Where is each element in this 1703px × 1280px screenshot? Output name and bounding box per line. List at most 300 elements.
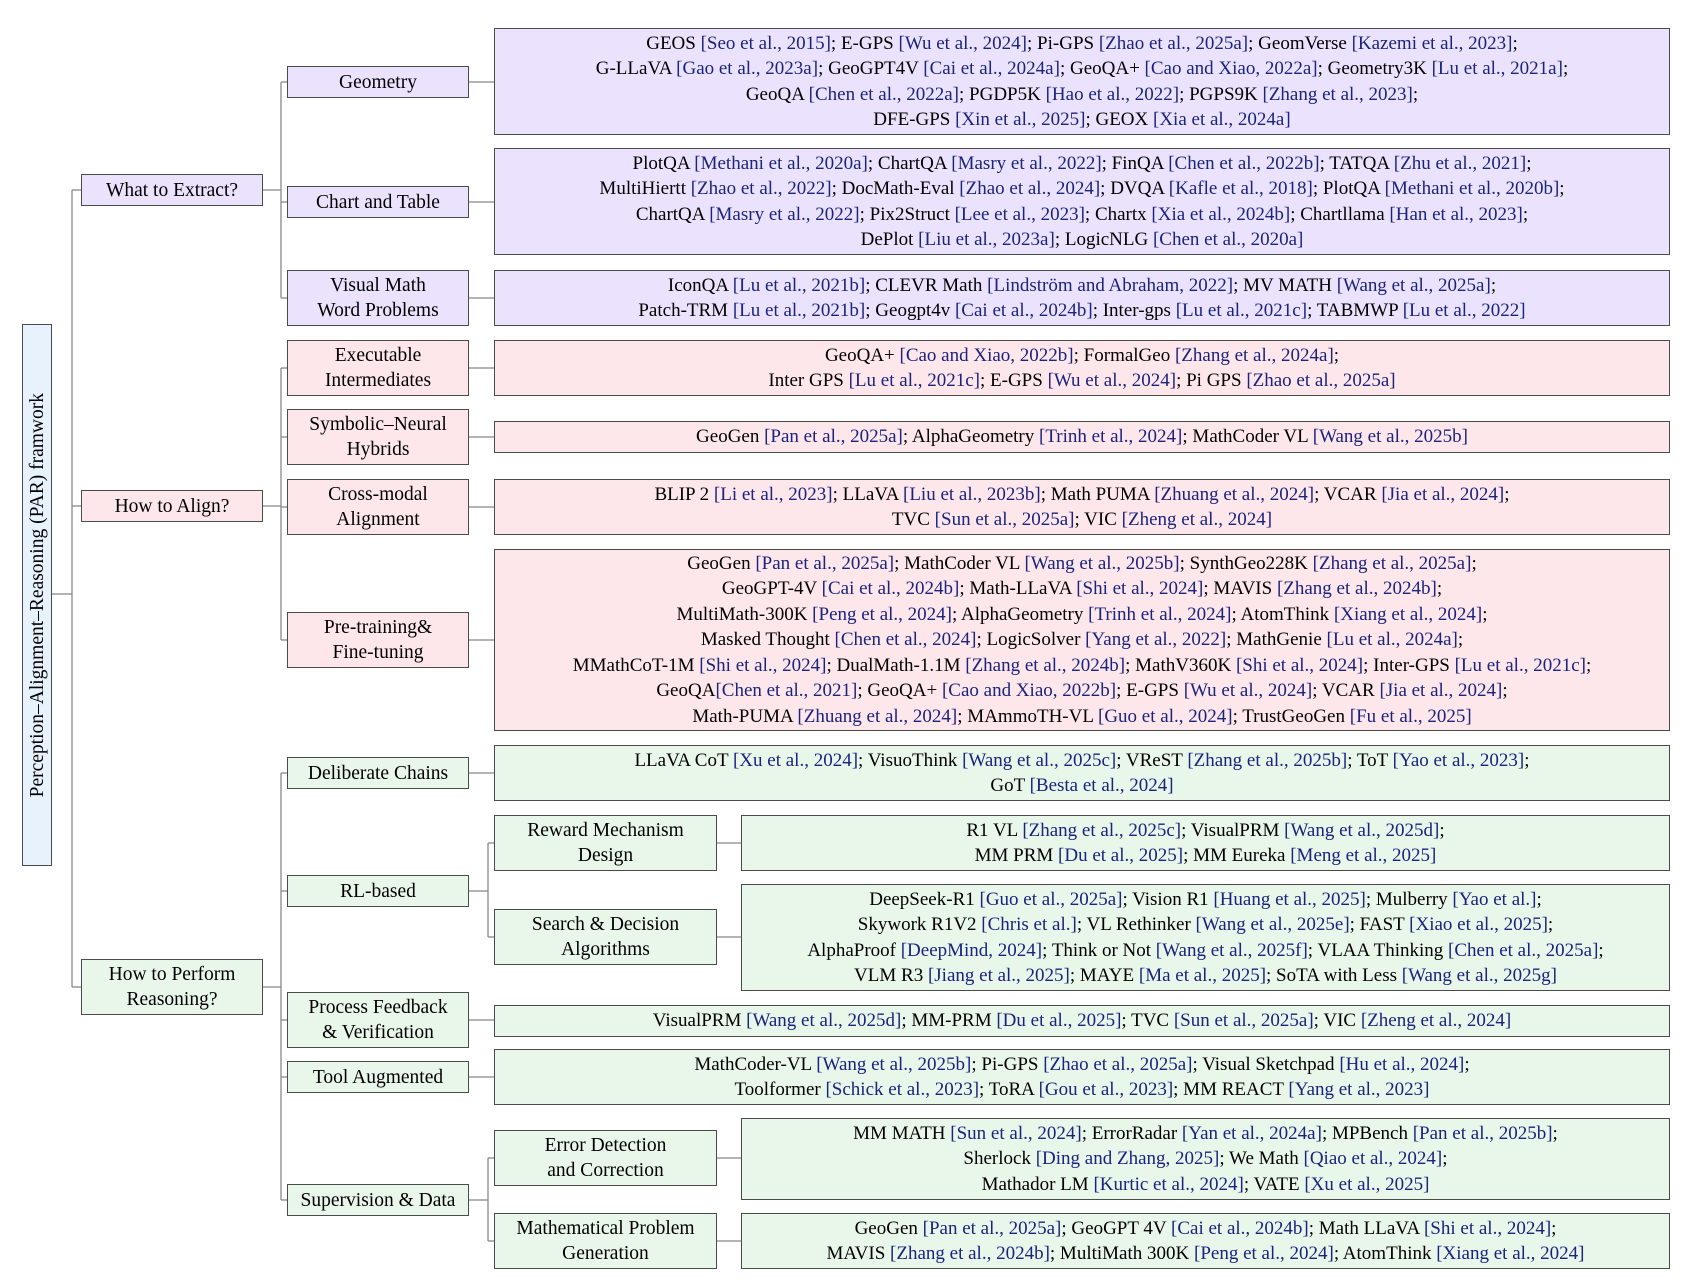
work-name: Mathador LM (981, 1173, 1094, 1195)
citation: [Lu et al., 2021c] (1454, 654, 1586, 676)
reference-line (596, 31, 1568, 56)
citation: [Zhang et al., 2023] (1262, 83, 1413, 105)
work-name: ; VisualPRM (1181, 819, 1285, 841)
work-name: ChartQA (635, 203, 710, 225)
citation: [Wang et al., 2025b] (1024, 553, 1180, 575)
node-mathematical-problem-generation: Mathematical Problem Generation (494, 1213, 717, 1269)
node-symbolic-neural-hybrids: Symbolic–Neural Hybrids (287, 409, 469, 465)
work-name: ; Visual Sketchpad (1192, 1053, 1340, 1075)
work-name: ; (1412, 83, 1419, 105)
work-name: R1 VL (966, 819, 1023, 841)
reference-line (807, 912, 1603, 937)
work-name: ; DVQA (1100, 178, 1169, 200)
reference-list (966, 818, 1444, 869)
work-name: ; (1551, 1217, 1557, 1239)
citation: [Chen et al., 2022b] (1168, 152, 1320, 174)
citation: [Wang et al., 2025b] (816, 1053, 972, 1075)
work-name: ; (1464, 1053, 1470, 1075)
leaf-geometry-refs (494, 28, 1670, 135)
reference-line (573, 602, 1592, 627)
citation: [Lindström and Abraham, 2022] (987, 274, 1234, 296)
work-name: ; FormalGeo (1073, 344, 1175, 366)
citation: [Xiang et al., 2024] (1436, 1243, 1585, 1264)
node-process-feedback: Process Feedback & Verification (287, 992, 469, 1048)
leaf-symneural-refs (494, 421, 1670, 453)
citation: [Ding and Zhang, 2025] (1035, 1148, 1220, 1170)
work-name: ; MAVIS (1203, 578, 1277, 600)
reference-line (768, 368, 1395, 393)
work-name: ; Math PUMA (1040, 483, 1155, 505)
leaf-search-refs (741, 884, 1670, 991)
work-name: ; E-GPS (979, 370, 1048, 391)
citation: [Zhao et al., 2025a] (1246, 370, 1396, 391)
work-name: Toolformer (734, 1079, 826, 1100)
reference-line (596, 107, 1568, 132)
work-name: DFE-GPS (873, 108, 956, 130)
reference-list (827, 1216, 1585, 1267)
citation: [Pan et al., 2025a] (764, 426, 903, 448)
work-name: ; VCAR (1314, 483, 1382, 505)
citation: [Hu et al., 2024] (1339, 1053, 1465, 1075)
work-name: ; LogicSolver (976, 629, 1086, 651)
work-name: ; (1512, 32, 1518, 54)
work-name: VisualPRM (652, 1010, 747, 1032)
citation: [Chen et al., 2021] (715, 680, 858, 702)
work-name: ; VLAA Thinking (1307, 939, 1449, 961)
citation: [Meng et al., 2025] (1290, 845, 1437, 866)
work-name: ; DualMath-1.1M (826, 654, 966, 676)
reference-line (599, 202, 1564, 227)
citation: [Chen et al., 2022a] (808, 83, 960, 105)
citation: [Zheng et al., 2024] (1360, 1010, 1512, 1032)
citation: [DeepMind, 2024] (900, 939, 1043, 961)
reference-line (853, 1172, 1558, 1197)
node-reward-mechanism-design: Reward Mechanism Design (494, 815, 717, 871)
work-name: ; (1524, 749, 1530, 771)
citation: [Cao and Xiao, 2022b] (941, 680, 1117, 702)
citation: [Qiao et al., 2024] (1303, 1148, 1443, 1170)
reference-line (638, 273, 1525, 298)
citation: [Wu et al., 2024] (898, 32, 1028, 54)
work-name: ; AlphaGeometry (952, 603, 1089, 625)
node-tool-augmented: Tool Augmented (287, 1061, 469, 1093)
work-name: ; Math LLaVA (1308, 1217, 1424, 1239)
work-name: ; Chartx (1084, 203, 1152, 225)
citation: [Gou et al., 2023] (1038, 1079, 1174, 1100)
work-name: ; (1522, 203, 1529, 225)
work-name: ; DocMath-Eval (831, 178, 960, 200)
reference-line (596, 82, 1568, 107)
work-name: ; (1502, 680, 1508, 702)
reference-list (573, 551, 1592, 729)
reference-list (807, 887, 1603, 989)
citation: [Pan et al., 2025a] (755, 553, 895, 575)
work-name: ; E-GPS (830, 32, 899, 54)
citation: [Pan et al., 2025b] (1412, 1122, 1553, 1144)
work-name: ; Pi GPS (1176, 370, 1247, 391)
citation: [Zhang et al., 2024a] (1174, 344, 1334, 366)
work-name: ; ChartQA (867, 152, 952, 174)
citation: [Peng et al., 2024] (1194, 1243, 1334, 1264)
citation: [Lee et al., 2023] (954, 203, 1085, 225)
leaf-tool-refs (494, 1049, 1670, 1105)
leaf-exec-refs (494, 340, 1670, 396)
work-name: MM MATH (853, 1122, 951, 1144)
reference-line (654, 507, 1509, 532)
work-name: ; MPBench (1321, 1122, 1413, 1144)
work-name: ; PGDP5K (959, 83, 1046, 105)
work-name: G-LLaVA (595, 58, 677, 80)
citation: [Du et al., 2025] (996, 1010, 1122, 1032)
work-name: ; Vision R1 (1122, 888, 1214, 910)
work-name: ; (1585, 654, 1592, 676)
work-name: ; GEOX (1085, 108, 1153, 130)
work-name: ; Inter-gps (1092, 300, 1176, 321)
work-name: ; (1547, 914, 1554, 936)
work-name: DePlot (860, 228, 919, 250)
citation: [Wu et al., 2024] (1047, 370, 1177, 391)
work-name: ; (1457, 629, 1464, 651)
node-cross-modal-alignment: Cross-modal Alignment (287, 479, 469, 535)
citation: [Liu et al., 2023a] (918, 228, 1055, 250)
citation: [Yang et al., 2022] (1085, 629, 1227, 651)
citation: [Ma et al., 2025] (1138, 964, 1267, 986)
work-name: MMathCoT-1M (572, 654, 700, 676)
citation: [Cao and Xiao, 2022b] (899, 344, 1074, 366)
citation: [Zhang et al., 2025c] (1022, 819, 1182, 841)
work-name: ; VATE (1243, 1173, 1305, 1195)
reference-line (573, 551, 1592, 576)
reference-list (599, 151, 1564, 253)
citation: [Hao et al., 2022] (1045, 83, 1180, 105)
citation: [Jia et al., 2024] (1379, 680, 1503, 702)
reference-list (768, 343, 1395, 394)
work-name: GeoQA (745, 83, 809, 105)
citation: [Kurtic et al., 2024] (1093, 1173, 1244, 1195)
work-name: GEOS (646, 32, 701, 54)
node-search-decision-algorithms: Search & Decision Algorithms (494, 909, 717, 965)
work-name: ; VIC (1074, 509, 1122, 530)
leaf-deliberate-refs (494, 745, 1670, 801)
work-name: AlphaProof (807, 939, 901, 961)
work-name: ; LLaVA (832, 483, 903, 505)
work-name: ; CLEVR Math (865, 274, 988, 296)
work-name: ; (1526, 152, 1532, 174)
work-name: Sherlock (963, 1148, 1036, 1170)
citation: [Trinh et al., 2024] (1088, 603, 1232, 625)
leaf-chart-table-refs (494, 148, 1670, 255)
citation: [Chen et al., 2020a] (1152, 228, 1304, 250)
work-name: Patch-TRM (638, 300, 733, 321)
citation: [Lu et al., 2021c] (1175, 300, 1308, 321)
work-name: ; ErrorRadar (1081, 1122, 1182, 1144)
reference-line (573, 627, 1592, 652)
citation: [Zhao et al., 2025a] (1098, 32, 1249, 54)
work-name: ; LogicNLG (1054, 228, 1153, 250)
citation: [Yao et al., 2023] (1392, 749, 1525, 771)
reference-line (807, 963, 1603, 988)
work-name: ; PGPS9K (1179, 83, 1263, 105)
work-name: GeoGPT-4V (721, 578, 822, 600)
work-name: ; PlotQA (1312, 178, 1385, 200)
work-name: ; VisuoThink (858, 749, 963, 771)
work-name: ; VIC (1313, 1010, 1361, 1032)
work-name: LLaVA CoT (634, 749, 733, 771)
work-name: ; AtomThink (1333, 1243, 1437, 1264)
citation: [Wang et al., 2025d] (746, 1010, 902, 1032)
work-name: ; We Math (1219, 1148, 1304, 1170)
reference-line (827, 1241, 1585, 1266)
citation: [Xiao et al., 2025] (1409, 914, 1548, 936)
citation: [Lu et al., 2021c] (848, 370, 980, 391)
reference-line (853, 1146, 1558, 1171)
work-name: Masked Thought (700, 629, 835, 651)
work-name: GeoGen (696, 426, 765, 448)
work-name: GoT (990, 775, 1030, 796)
work-name: ; Math-LLaVA (959, 578, 1077, 600)
citation: [Yao et al.] (1452, 888, 1537, 910)
reference-line (654, 482, 1509, 507)
reference-line (573, 653, 1592, 678)
work-name: Skywork R1V2 (857, 914, 982, 936)
reference-list (634, 748, 1529, 799)
work-name: GeoQA+ (824, 344, 900, 366)
reference-line (599, 176, 1564, 201)
work-name: GeoGen (687, 553, 756, 575)
citation: [Shi et al., 2024] (699, 654, 827, 676)
work-name: GeoGen (854, 1217, 923, 1239)
reference-line (853, 1121, 1558, 1146)
citation: [Besta et al., 2024] (1029, 775, 1174, 796)
citation: [Han et al., 2023] (1389, 203, 1523, 225)
citation: [Cai et al., 2024b] (1171, 1217, 1309, 1239)
citation: [Kafle et al., 2018] (1168, 178, 1313, 200)
citation: [Lu et al., 2021a] (1431, 58, 1563, 80)
citation: [Wang et al., 2025c] (962, 749, 1117, 771)
work-name: ; (1442, 1148, 1448, 1170)
citation: [Wang et al., 2025f] (1155, 939, 1308, 961)
reference-line (653, 1008, 1511, 1033)
citation: [Cai et al., 2024a] (923, 58, 1060, 80)
work-name: ; GeoGPT4V (818, 58, 924, 80)
citation: [Chen et al., 2024] (834, 629, 977, 651)
reference-line (634, 773, 1529, 798)
citation: [Zhao et al., 2025a] (1043, 1053, 1193, 1075)
reference-line (573, 576, 1592, 601)
work-name: ; (1333, 344, 1340, 366)
node-visual-math-word-problems: Visual Math Word Problems (287, 270, 469, 326)
node-geometry: Geometry (287, 66, 469, 98)
citation: [Zhao et al., 2022] (690, 178, 832, 200)
reference-list (638, 273, 1525, 324)
reference-list (694, 1052, 1469, 1103)
reference-line (768, 343, 1395, 368)
citation: [Wang et al., 2025d] (1284, 819, 1440, 841)
leaf-reward-refs (741, 815, 1670, 871)
work-name: ; MathCoder VL (1182, 426, 1313, 448)
citation: [Masry et al., 2022] (709, 203, 860, 225)
work-name: BLIP 2 (654, 483, 714, 505)
work-name: ; MAmmoTH-VL (957, 705, 1098, 727)
work-name: ; VL Rethinker (1076, 914, 1196, 936)
work-name: ; Pi-GPS (971, 1053, 1044, 1075)
work-name: ; (1439, 819, 1445, 841)
work-name: ; (1552, 1122, 1558, 1144)
citation: [Wang et al., 2025a] (1336, 274, 1491, 296)
work-name: ; MAYE (1069, 964, 1139, 986)
root-node (22, 324, 52, 866)
citation: [Cai et al., 2024b] (821, 578, 960, 600)
work-name: ; Pi-GPS (1027, 32, 1099, 54)
work-name: ; Geogpt4v (865, 300, 955, 321)
citation: [Zhang et al., 2025b] (1187, 749, 1348, 771)
citation: [Wang et al., 2025e] (1195, 914, 1350, 936)
work-name: PlotQA (632, 152, 695, 174)
work-name: ; Inter-GPS (1363, 654, 1455, 676)
reference-line (807, 938, 1603, 963)
citation: [Guo et al., 2024] (1098, 705, 1233, 727)
work-name: ; E-GPS (1116, 680, 1184, 702)
citation: [Wang et al., 2025g] (1401, 964, 1557, 986)
work-name: ; MM-PRM (901, 1010, 997, 1032)
reference-line (966, 843, 1444, 868)
citation: [Xin et al., 2025] (955, 108, 1086, 130)
citation: [Lu et al., 2024a] (1326, 629, 1458, 651)
citation: [Methani et al., 2020a] (694, 152, 868, 174)
citation: [Lu et al., 2022] (1402, 300, 1526, 321)
work-name: ; (1482, 603, 1488, 625)
citation: [Sun et al., 2025a] (934, 509, 1075, 530)
citation: [Zheng et al., 2024] (1121, 509, 1273, 530)
citation: [Fu et al., 2025] (1349, 705, 1472, 727)
work-name: DeepSeek-R1 (869, 888, 980, 910)
work-name: VLM R3 (854, 964, 928, 986)
reference-line (827, 1216, 1585, 1241)
citation: [Zhuang et al., 2024] (1154, 483, 1315, 505)
citation: [Zhang et al., 2024b] (1276, 578, 1437, 600)
citation: [Lu et al., 2021b] (732, 274, 866, 296)
node-supervision-and-data: Supervision & Data (287, 1184, 469, 1216)
leaf-mathgen-refs (741, 1213, 1670, 1269)
citation: [Xia et al., 2024b] (1151, 203, 1291, 225)
node-error-detection-correction: Error Detection and Correction (494, 1130, 717, 1186)
citation: [Yan et al., 2024a] (1181, 1122, 1322, 1144)
leaf-procfeed-refs (494, 1005, 1670, 1037)
citation: [Kazemi et al., 2023] (1351, 32, 1513, 54)
citation: [Shi et al., 2024] (1235, 654, 1364, 676)
citation: [Du et al., 2025] (1058, 845, 1184, 866)
node-rl-based: RL-based (287, 875, 469, 907)
work-name: ; (1536, 888, 1542, 910)
work-name: MathCoder-VL (694, 1053, 817, 1075)
reference-list (696, 424, 1468, 449)
root-label: Perception–Alignment–Reasoning (PAR) framwork (26, 392, 48, 798)
citation: [Sun et al., 2025a] (1173, 1010, 1314, 1032)
citation: [Liu et al., 2023b] (903, 483, 1041, 505)
citation: [Lu et al., 2021b] (732, 300, 866, 321)
citation: [Zhang et al., 2024b] (890, 1243, 1050, 1264)
reference-line (599, 227, 1564, 252)
leaf-pretrain-refs (494, 549, 1670, 731)
work-name: ; MathCoder VL (894, 553, 1025, 575)
reference-line (694, 1052, 1469, 1077)
citation: [Pan et al., 2025a] (922, 1217, 1062, 1239)
work-name: ; (1504, 483, 1510, 505)
work-name: ; VReST (1116, 749, 1188, 771)
work-name: ; TVC (1121, 1010, 1174, 1032)
work-name: ; TABMWP (1307, 300, 1403, 321)
citation: [Zhang et al., 2025a] (1312, 553, 1472, 575)
work-name: ; TATQA (1319, 152, 1394, 174)
citation: [Shi et al., 2024] (1076, 578, 1204, 600)
work-name: ; (1562, 58, 1569, 80)
citation: [Zhang et al., 2024b] (965, 654, 1126, 676)
reference-list (596, 31, 1568, 133)
citation: [Cao and Xiao, 2022a] (1144, 58, 1318, 80)
reference-line (573, 678, 1592, 703)
work-name: ; FinQA (1101, 152, 1169, 174)
reference-list (853, 1121, 1558, 1197)
reference-line (638, 298, 1525, 323)
work-name: ; Think or Not (1042, 939, 1156, 961)
citation: [Gao et al., 2023a] (676, 58, 819, 80)
work-name: ; Mulberry (1365, 888, 1453, 910)
work-name: ; MathGenie (1226, 629, 1327, 651)
work-name: ; VCAR (1312, 680, 1380, 702)
work-name: MultiHiertt (599, 178, 691, 200)
category-how-to-align: How to Align? (81, 490, 263, 522)
category-what-to-extract: What to Extract? (81, 174, 263, 206)
work-name: MM PRM (974, 845, 1059, 866)
citation: [Chen et al., 2025a] (1448, 939, 1599, 961)
leaf-errdet-refs (741, 1118, 1670, 1200)
citation: [Jiang et al., 2025] (927, 964, 1070, 986)
reference-line (634, 748, 1529, 773)
work-name: ; AlphaGeometry (902, 426, 1040, 448)
work-name: ; Geometry3K (1317, 58, 1432, 80)
citation: [Li et al., 2023] (713, 483, 833, 505)
citation: [Masry et al., 2022] (951, 152, 1102, 174)
citation: [Zhu et al., 2021] (1393, 152, 1527, 174)
work-name: ; GeomVerse (1248, 32, 1352, 54)
work-name: ; MultiMath 300K (1049, 1243, 1194, 1264)
citation: [Schick et al., 2023] (825, 1079, 980, 1100)
citation: [Sun et al., 2024] (950, 1122, 1082, 1144)
work-name: ; TrustGeoGen (1232, 705, 1350, 727)
leaf-crossmodal-refs (494, 479, 1670, 535)
node-deliberate-chains: Deliberate Chains (287, 757, 469, 789)
citation: [Trinh et al., 2024] (1039, 426, 1183, 448)
work-name: GeoQA (656, 680, 716, 702)
work-name: ; ToT (1347, 749, 1393, 771)
node-executable-intermediates: Executable Intermediates (287, 340, 469, 396)
citation: [Xu et al., 2024] (732, 749, 859, 771)
work-name: ; (1598, 939, 1604, 961)
citation: [Xia et al., 2024a] (1153, 108, 1291, 130)
reference-line (696, 424, 1468, 449)
reference-line (807, 887, 1603, 912)
citation: [Zhuang et al., 2024] (797, 705, 958, 727)
work-name: MultiMath-300K (676, 603, 813, 625)
work-name: ; Chartllama (1290, 203, 1390, 225)
citation: [Peng et al., 2024] (812, 603, 952, 625)
citation: [Guo et al., 2025a] (979, 888, 1123, 910)
node-pretraining-finetuning: Pre-training& Fine-tuning (287, 612, 469, 668)
work-name: ; AtomThink (1231, 603, 1334, 625)
work-name: MAVIS (826, 1243, 891, 1264)
work-name: ; ToRA (979, 1079, 1039, 1100)
citation: [Zhao et al., 2024] (959, 178, 1101, 200)
